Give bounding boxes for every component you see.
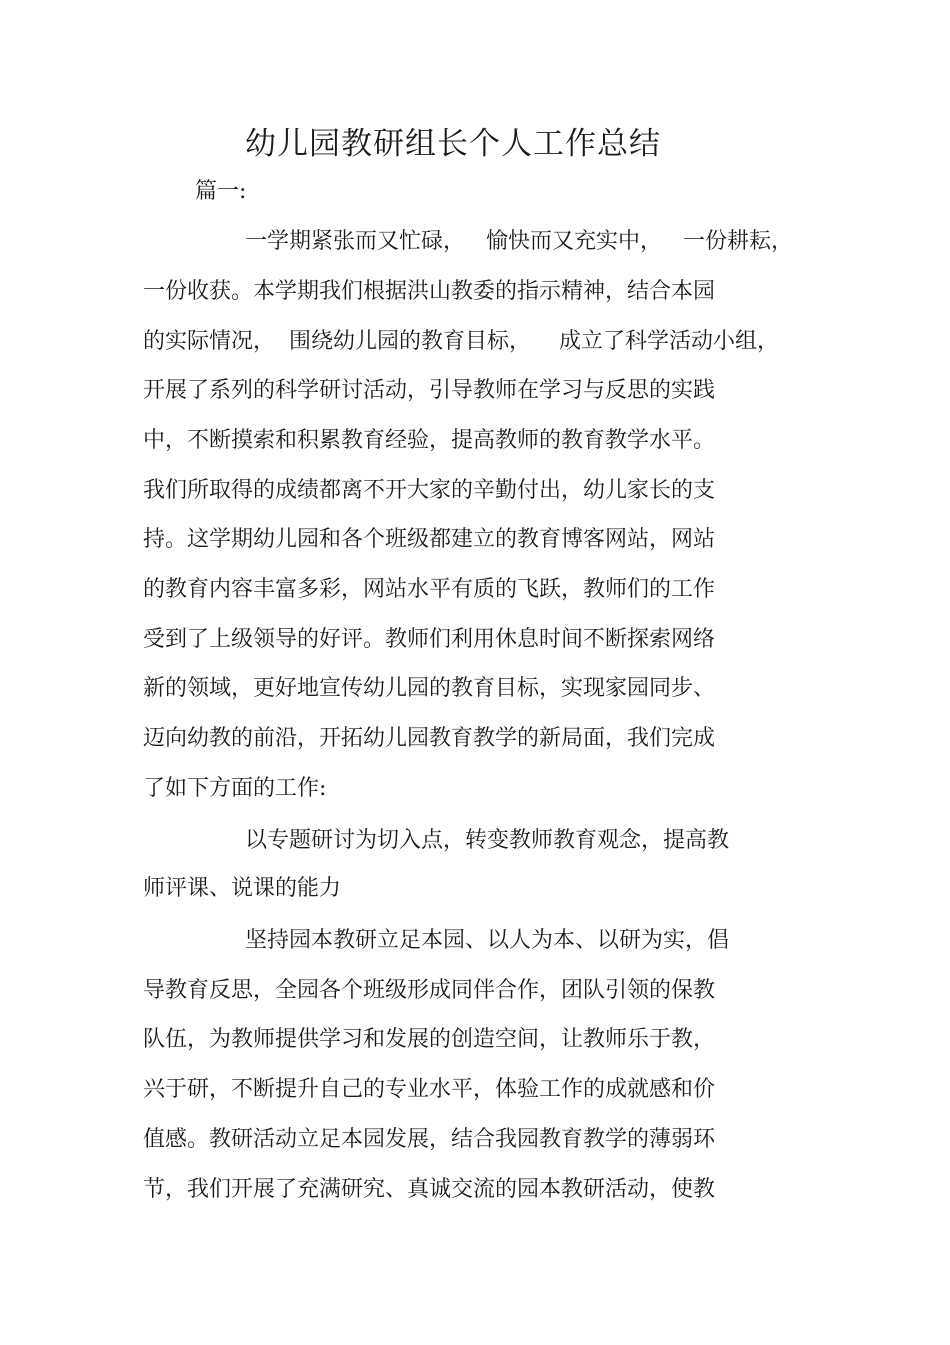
paragraph-line: 迈向幼教的前沿，开拓幼儿园教育教学的新局面，我们完成 (143, 726, 716, 751)
paragraph-line: 节，我们开展了充满研究、真诚交流的园本教研活动，使教 (143, 1177, 716, 1202)
section-label: 篇一: (195, 179, 247, 204)
paragraph-line: 队伍，为教师提供学习和发展的创造空间，让教师乐于教， (143, 1027, 716, 1052)
paragraph-line: 一份收获。本学期我们根据洪山教委的指示精神，结合本园 (143, 279, 716, 304)
paragraph-line: 新的领域，更好地宣传幼儿园的教育目标，实现家园同步、 (143, 676, 716, 701)
paragraph-line: 受到了上级领导的好评。教师们利用休息时间不断探索网络 (143, 627, 716, 652)
document-title: 幼儿园教研组长个人工作总结 (245, 126, 661, 162)
paragraph-line: 坚持园本教研立足本园、以人为本、以研为实，倡 (245, 928, 730, 953)
paragraph-line: 了如下方面的工作: (143, 776, 327, 801)
paragraph-line: 师评课、说课的能力 (143, 876, 342, 901)
paragraph-line: 的实际情况， 围绕幼儿园的教育目标， 成立了科学活动小组， (143, 329, 779, 354)
paragraph-line: 的教育内容丰富多彩，网站水平有质的飞跃，教师们的工作 (143, 577, 716, 602)
paragraph-line: 一学期紧张而又忙碌， 愉快而又充实中， 一份耕耘， (245, 229, 793, 254)
paragraph-line: 兴于研，不断提升自己的专业水平，体验工作的成就感和价 (143, 1077, 716, 1102)
paragraph-line: 我们所取得的成绩都离不开大家的辛勤付出，幼儿家长的支 (143, 478, 716, 503)
paragraph-line: 值感。教研活动立足本园发展，结合我园教育教学的薄弱环 (143, 1127, 716, 1152)
paragraph-line: 以专题研讨为切入点，转变教师教育观念，提高教 (245, 828, 730, 853)
paragraph-line: 中，不断摸索和积累教育经验，提高教师的教育教学水平。 (143, 428, 716, 453)
paragraph-line: 开展了系列的科学研讨活动，引导教师在学习与反思的实践 (143, 378, 716, 403)
paragraph-line: 导教育反思，全园各个班级形成同伴合作，团队引领的保教 (143, 978, 716, 1003)
paragraph-line: 持。这学期幼儿园和各个班级都建立的教育博客网站，网站 (143, 527, 716, 552)
